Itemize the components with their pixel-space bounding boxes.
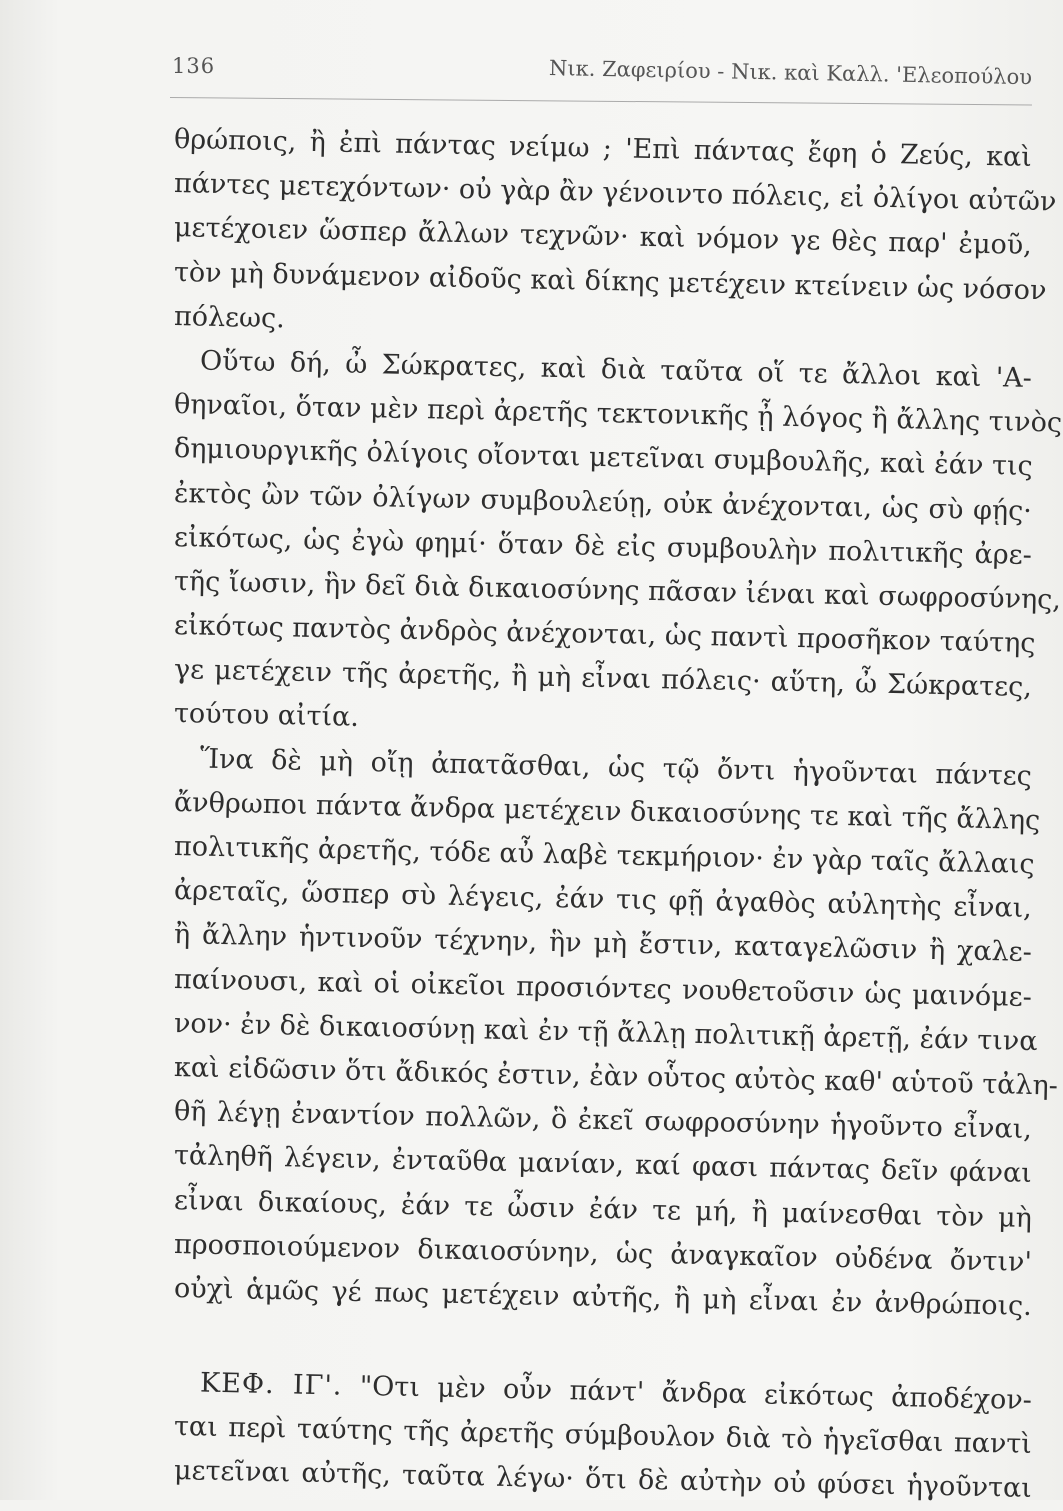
text-line: πολιτικῆς ἀρετῆς, τόδε αὖ λαβὲ τεκμήριον· ἐν γὰρ ταῖς ἄλλαις <box>173 831 1035 881</box>
text-line: ἢ ἄλλην ἡντινοῦν τέχνην, ἣν μὴ ἔστιν, καταγελῶσιν ἢ χαλε- <box>173 919 1033 969</box>
header-rule <box>170 97 1032 106</box>
text-line: θῆ λέγῃ ἐναντίον πολλῶν, ὃ ἐκεῖ σωφροσύνην ἡγοῦντο εἶναι, <box>173 1096 1033 1146</box>
text-line: τῆς ἴωσιν, ἣν δεῖ διὰ δικαιοσύνης πᾶσαν ἰέναι καὶ σωφροσύνης, <box>173 565 1062 616</box>
text-line: μετεῖναι αὐτῆς, ταῦτα λέγω· ὅτι δὲ αὐτὴν οὐ φύσει ἡγοῦνται <box>173 1455 1033 1505</box>
text-line: εἰκότως, ὡς ἐγὼ φημί· ὅταν δὲ εἰς συμβουλὴν πολιτικῆς ἀρε- <box>173 521 1033 571</box>
text-line: προσποιούμενον δικαιοσύνην, ὡς ἀναγκαῖον οὐδένα ὄντιν' <box>173 1228 1033 1278</box>
text-line: τἀληθῆ λέγειν, ἐνταῦθα μανίαν, καί φασι πάντας δεῖν φάναι <box>173 1140 1033 1190</box>
paragraph-start-line: Οὕτω δή, ὦ Σώκρατες, καὶ διὰ ταῦτα οἵ τε ἄλλοι καὶ 'Α- <box>199 345 1033 394</box>
page-header <box>172 54 1032 94</box>
text-line: θρώποις, ἢ ἐπὶ πάντας νείμω ; 'Επὶ πάντας ἔφη ὁ Ζεύς, καὶ <box>173 124 1033 173</box>
chapter-first-line-text: "Οτι μὲν οὖν πάντ' ἄνδρα εἰκότως ἀποδέχον- <box>359 1370 1033 1417</box>
body-text <box>173 118 1063 1505</box>
text-line: ἄνθρωποι πάντα ἄνδρα μετέχειν δικαιοσύνης τε καὶ τῆς ἄλλης <box>173 786 1041 836</box>
running-head: Νικ. Ζαφειρίου - Νικ. καὶ Καλλ. 'Ελεοπούλου <box>548 56 1033 90</box>
page-number: 136 <box>172 54 216 78</box>
text-line: πόλεως. <box>173 300 286 335</box>
text-line: τὸν μὴ δυνάμενον αἰδοῦς καὶ δίκης μετέχειν κτείνειν ὡς νόσον <box>173 256 1047 306</box>
text-line: πάντες μετεχόντων· οὐ γὰρ ἂν γένοιντο πόλεις, εἰ ὀλίγοι αὐτῶν <box>173 168 1057 218</box>
paragraph-start-line: Ἵνα δὲ μὴ οἴῃ ἀπατᾶσθαι, ὡς τῷ ὄντι ἡγοῦνται πάντες <box>199 743 1033 792</box>
text-line: μετέχοιεν ὥσπερ ἄλλων τεχνῶν· καὶ νόμον γε θὲς παρ' ἐμοῦ, <box>173 212 1033 262</box>
text-line: παίνουσι, καὶ οἱ οἰκεῖοι προσιόντες νουθετοῦσιν ὡς μαινόμε- <box>173 963 1033 1013</box>
text-line: νον· ἐν δὲ δικαιοσύνῃ καὶ ἐν τῇ ἄλλῃ πολιτικῇ ἀρετῇ, ἐάν τινα <box>173 1007 1038 1057</box>
text-line: δημιουργικῆς ὀλίγοις οἴονται μετεῖναι συμβουλῆς, καὶ ἐάν τις <box>173 433 1033 483</box>
text-line: εἶναι δικαίους, ἐάν τε ὦσιν ἐάν τε μή, ἢ μαίνεσθαι τὸν μὴ <box>173 1184 1033 1234</box>
text-line: εἰκότως παντὸς ἀνδρὸς ἀνέχονται, ὡς παντὶ προσῆκον ταύτης <box>173 610 1036 660</box>
text-line: τούτου αἰτία. <box>173 698 360 734</box>
chapter-heading-line <box>174 1361 1036 1417</box>
text-line: γε μετέχειν τῆς ἀρετῆς, ἢ μὴ εἶναι πόλεις· αὕτη, ὦ Σώκρατες, <box>173 654 1033 704</box>
text-line: καὶ εἰδῶσιν ὅτι ἄδικός ἐστιν, ἐὰν οὗτος αὐτὸς καθ' αὑτοῦ τἀλη- <box>173 1051 1059 1102</box>
text-line: ται περὶ ταύτης τῆς ἀρετῆς σύμβουλον διὰ τὸ ἡγεῖσθαι παντὶ <box>173 1411 1033 1461</box>
text-line: ἐκτὸς ὢν τῶν ὀλίγων συμβουλεύῃ, οὐκ ἀνέχονται, ὡς σὺ φῄς· <box>173 477 1033 527</box>
text-line: οὐχὶ ἁμῶς γέ πως μετέχειν αὐτῆς, ἢ μὴ εἶναι ἐν ἀνθρώποις. <box>173 1272 1033 1322</box>
text-line: ἀρεταῖς, ὥσπερ σὺ λέγεις, ἐάν τις φῇ ἀγαθὸς αὐλητὴς εἶναι, <box>173 875 1033 925</box>
chapter-label: ΚΕΦ. ΙΓ'. <box>199 1367 343 1402</box>
text-line: θηναῖοι, ὅταν μὲν περὶ ἀρετῆς τεκτονικῆς ᾖ λόγος ἢ ἄλλης τινὸς <box>173 389 1063 439</box>
